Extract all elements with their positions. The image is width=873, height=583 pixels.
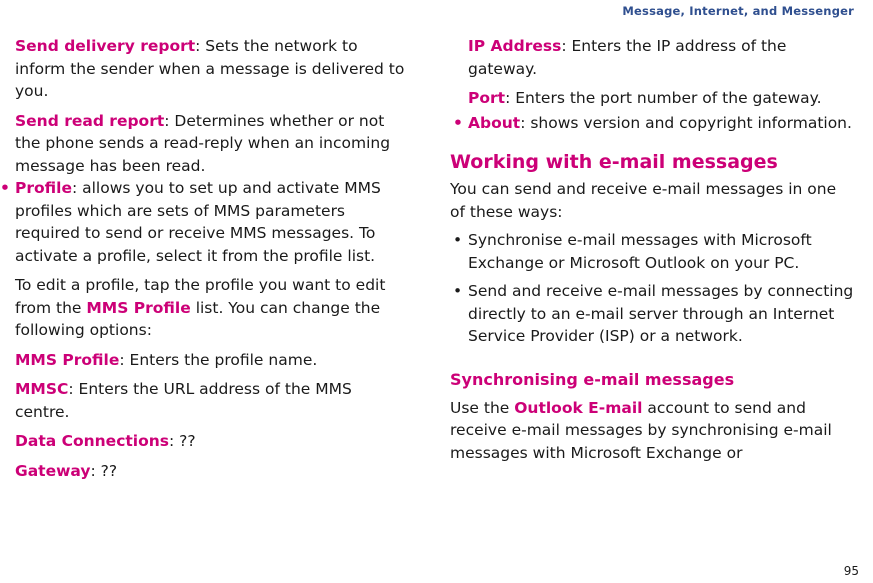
term-outlook-email: Outlook E-mail	[514, 398, 643, 417]
section-heading: Working with e-mail messages	[450, 151, 778, 173]
gateway-option	[15, 460, 405, 483]
mmsc-option	[15, 378, 405, 423]
mms-profile-option	[15, 349, 405, 372]
term-send-delivery-report: Send delivery report	[15, 37, 196, 55]
term-mms-profile-list: MMS Profile	[86, 298, 191, 317]
page-number: 95	[843, 564, 859, 578]
term-profile: Profile	[15, 179, 72, 197]
desc-port: : Enters the port number of the gateway.	[505, 89, 822, 107]
edit-profile-text-before: To edit a profile, tap the profile you want to edit from the	[15, 276, 386, 317]
intro-paragraph: You can send and receive e-mail messages in one of these ways:	[450, 180, 837, 221]
term-about: About	[468, 113, 521, 132]
term-port: Port	[468, 89, 506, 107]
data-connections-option	[15, 430, 405, 453]
bullet-icon: •	[453, 231, 463, 249]
bullet-icon: •	[0, 179, 10, 197]
send-read-report-item	[15, 110, 405, 178]
sync-text-before: Use the	[450, 398, 515, 417]
list-item-text: Send and receive e-mail messages by connecting directly to an e-mail server through an Internet Service Provider (ISP) or a network.	[468, 282, 854, 345]
left-column	[0, 35, 405, 482]
term-ip-address: IP Address	[468, 37, 562, 55]
desc-gateway: : ??	[90, 461, 118, 480]
term-gateway: Gateway	[15, 461, 91, 480]
right-column	[450, 35, 855, 464]
desc-about: : shows version and copyright information.	[520, 113, 852, 132]
edit-profile-text-after: list. You can change the following options:	[15, 298, 381, 339]
term-data-connections: Data Connections	[15, 432, 170, 450]
port-option	[468, 87, 855, 110]
sync-paragraph	[450, 397, 855, 465]
desc-ip-address: : Enters the IP address of the gateway.	[468, 37, 787, 78]
desc-mms-profile: : Enters the profile name.	[119, 350, 318, 369]
ip-address-option	[468, 35, 855, 80]
bullet-icon: •	[453, 113, 463, 132]
bullet-icon: •	[453, 282, 463, 300]
running-header: Message, Internet, and Messenger	[622, 4, 854, 18]
desc-data-connections: : ??	[169, 432, 196, 450]
sync-text-after: account to send and receive e-mail messages by synchronising e-mail messages with Microsoft Exchange or	[450, 398, 832, 462]
gateway-suboptions	[450, 35, 855, 134]
desc-send-read-report: : Determines whether or not the phone sends a read-reply when an incoming message has been read.	[15, 111, 391, 175]
term-send-read-report: Send read report	[15, 111, 165, 130]
send-delivery-report-item	[15, 35, 405, 103]
list-item-text: Synchronise e-mail messages with Microsoft Exchange or Microsoft Outlook on your PC.	[468, 231, 812, 272]
list-item	[453, 229, 855, 274]
about-bullet-item	[453, 112, 855, 135]
desc-send-delivery-report: : Sets the network to inform the sender when a message is delivered to you.	[15, 37, 405, 100]
desc-profile: : allows you to set up and activate MMS profiles which are sets of MMS parameters required to send or receive MMS messages. To activate a profile, select it from the profile list.	[15, 179, 381, 265]
list-item	[453, 280, 855, 348]
edit-profile-paragraph	[15, 274, 405, 342]
ways-list	[450, 229, 855, 348]
desc-mmsc: : Enters the URL address of the MMS centre.	[15, 380, 352, 421]
term-mmsc: MMSC	[15, 380, 69, 398]
term-mms-profile: MMS Profile	[15, 350, 120, 369]
subsection-heading: Synchronising e-mail messages	[450, 369, 735, 389]
profile-bullet-item	[0, 177, 405, 267]
